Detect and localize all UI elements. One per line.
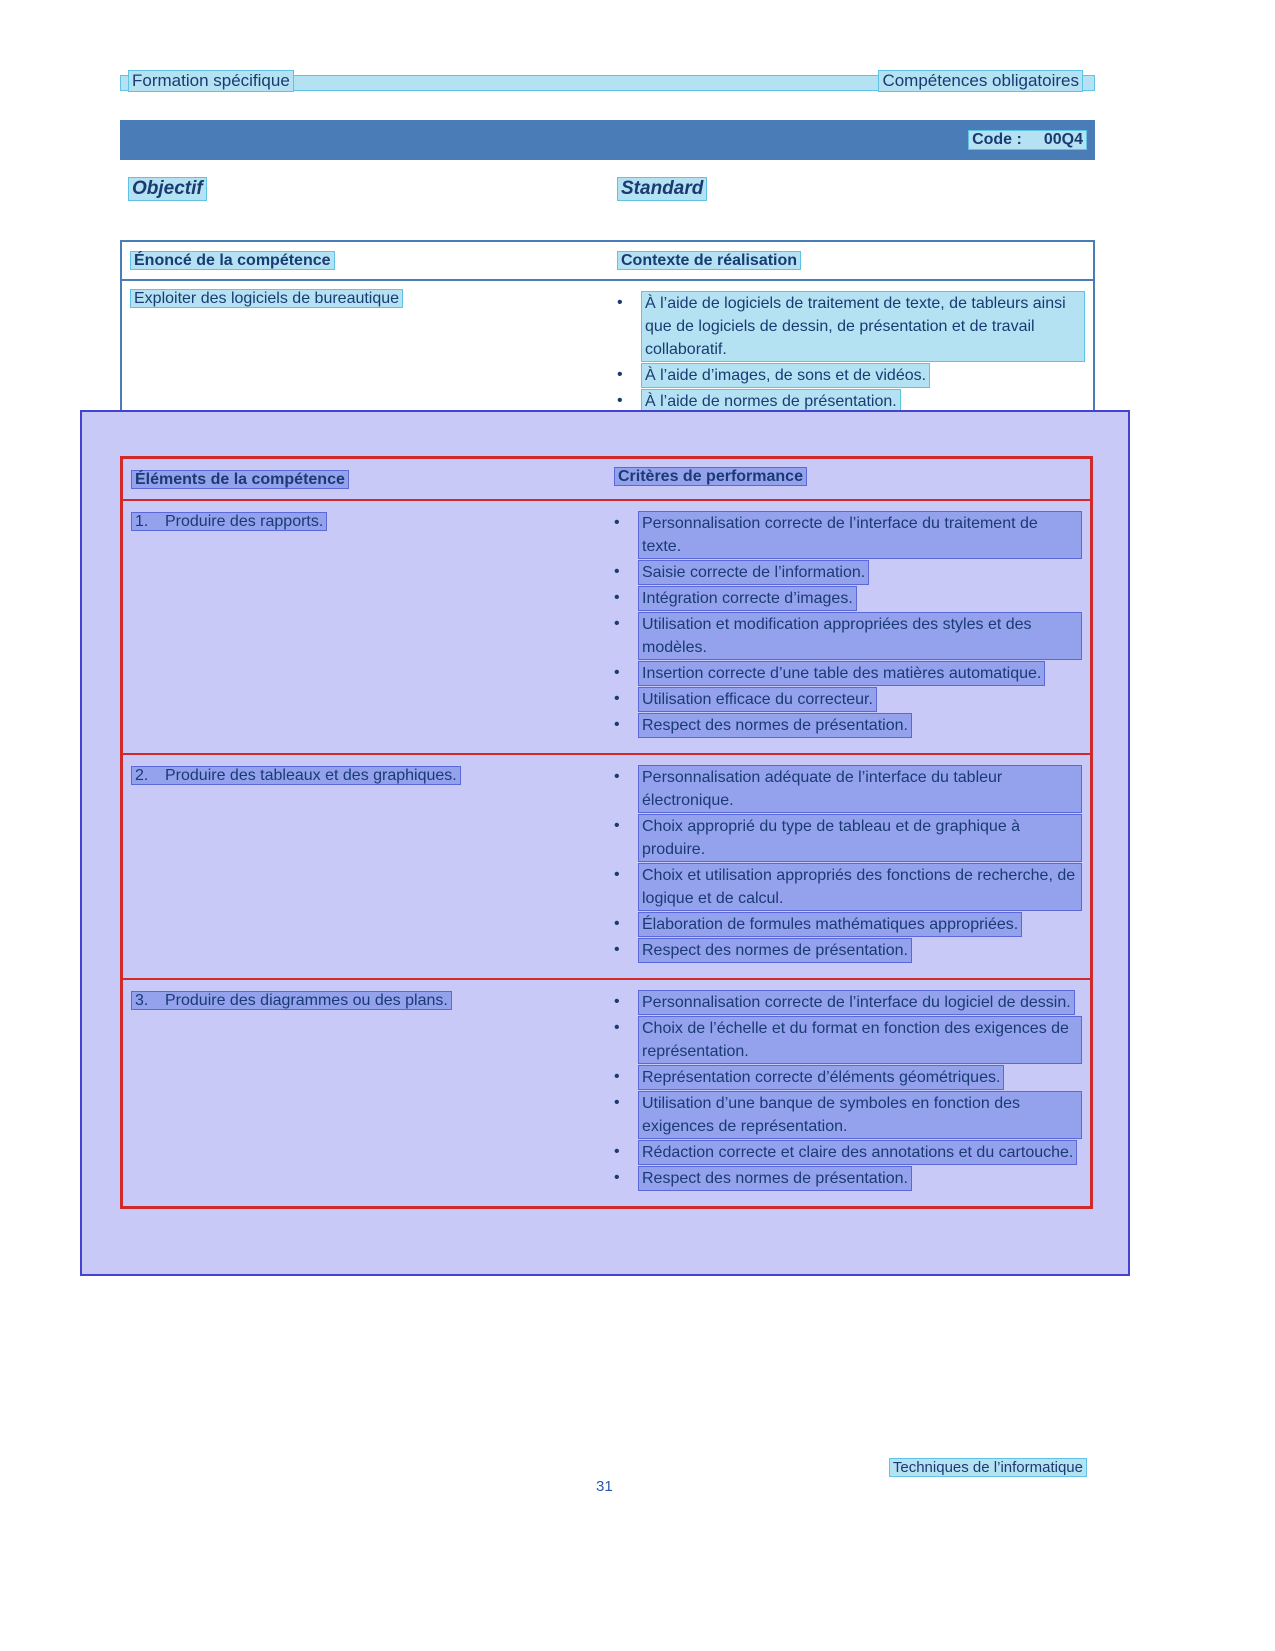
criteria-bullet: • Respect des normes de présentation. [614, 1166, 1082, 1191]
element-title-text: Produire des tableaux et des graphiques. [165, 767, 457, 784]
competence-header-text: Énoncé de la compétence [130, 251, 335, 270]
element-title-text: Produire des rapports. [165, 513, 324, 530]
element-title [131, 512, 327, 531]
criteria-bullet: • Utilisation et modification appropriées des styles et des modèles. [614, 612, 1082, 660]
elements-header-cell [131, 468, 614, 491]
selection-overlay [80, 410, 1130, 1276]
criteria-bullet: • Insertion correcte d’une table des matières automatique. [614, 661, 1082, 686]
footer-program-name: Techniques de l’informatique [889, 1458, 1087, 1477]
criteria-bullet: • Utilisation efficace du correcteur. [614, 687, 1082, 712]
element-number: 1. [135, 513, 149, 530]
code-field [968, 130, 1087, 150]
elements-table-header [123, 459, 1090, 501]
criteria-header-cell [614, 468, 1082, 491]
code-value: 00Q4 [1043, 131, 1083, 148]
element-number: 3. [135, 992, 149, 1009]
criteria-bullet: • Utilisation d’une banque de symboles en fonction des exigences de représentation. [614, 1091, 1082, 1139]
criteria-bullet: • Élaboration de formules mathématiques appropriées. [614, 912, 1082, 937]
standard-heading: Standard [617, 177, 707, 201]
criteria-bullet: • Choix et utilisation appropriés des fonctions de recherche, de logique et de calcul. [614, 863, 1082, 911]
criteria-bullet: • Représentation correcte d’éléments géométriques. [614, 1065, 1082, 1090]
context-bullet: • À l’aide de logiciels de traitement de texte, de tableurs ainsi que de logiciels de dessin, de présentation et de travail collaboratif. [617, 291, 1085, 362]
criteria-bullet: • Choix de l’échelle et du format en fonction des exigences de représentation. [614, 1016, 1082, 1064]
criteria-bullet: • Personnalisation correcte de l’interface du traitement de texte. [614, 511, 1082, 559]
criteria-cell [614, 764, 1082, 964]
elements-header-text: Éléments de la compétence [131, 470, 349, 489]
context-bullets-cell [617, 290, 1085, 415]
criteria-header-text: Critères de performance [614, 467, 807, 486]
criteria-bullet: • Intégration correcte d’images. [614, 586, 1082, 611]
context-header-text: Contexte de réalisation [617, 251, 801, 270]
code-banner [120, 120, 1095, 160]
competence-statement-cell [130, 290, 617, 415]
context-bullet: • À l’aide d’images, de sons et de vidéos. [617, 363, 1085, 388]
element-row-1 [123, 501, 1090, 755]
criteria-cell [614, 989, 1082, 1192]
element-title-cell [131, 764, 614, 964]
competence-header-cell [130, 252, 617, 270]
page-header [120, 70, 1095, 96]
criteria-bullet: • Respect des normes de présentation. [614, 713, 1082, 738]
element-title [131, 991, 452, 1010]
competence-table-header [122, 242, 1093, 281]
competence-statement: Exploiter des logiciels de bureautique [130, 289, 403, 308]
criteria-bullet: • Personnalisation adéquate de l’interface du tableur électronique. [614, 765, 1082, 813]
element-row-3 [123, 980, 1090, 1206]
objectif-heading: Objectif [128, 177, 207, 201]
element-title [131, 766, 461, 785]
header-left-text: Formation spécifique [128, 70, 294, 92]
element-title-cell [131, 989, 614, 1192]
context-header-cell [617, 252, 1085, 270]
section-headings [120, 177, 1095, 207]
header-right-text: Compétences obligatoires [878, 70, 1083, 92]
element-title-text: Produire des diagrammes ou des plans. [165, 992, 448, 1009]
element-row-2 [123, 755, 1090, 980]
criteria-cell [614, 510, 1082, 739]
element-number: 2. [135, 767, 149, 784]
page-number: 31 [596, 1478, 613, 1495]
code-label: Code : [972, 131, 1022, 148]
criteria-bullet: • Choix approprié du type de tableau et de graphique à produire. [614, 814, 1082, 862]
criteria-bullet: • Saisie correcte de l’information. [614, 560, 1082, 585]
context-bullet: • À l’aide de normes de présentation. [617, 389, 1085, 414]
criteria-bullet: • Personnalisation correcte de l’interface du logiciel de dessin. [614, 990, 1082, 1015]
criteria-bullet: • Respect des normes de présentation. [614, 938, 1082, 963]
criteria-bullet: • Rédaction correcte et claire des annotations et du cartouche. [614, 1140, 1082, 1165]
elements-table [120, 456, 1093, 1209]
element-title-cell [131, 510, 614, 739]
competence-table [120, 240, 1095, 437]
